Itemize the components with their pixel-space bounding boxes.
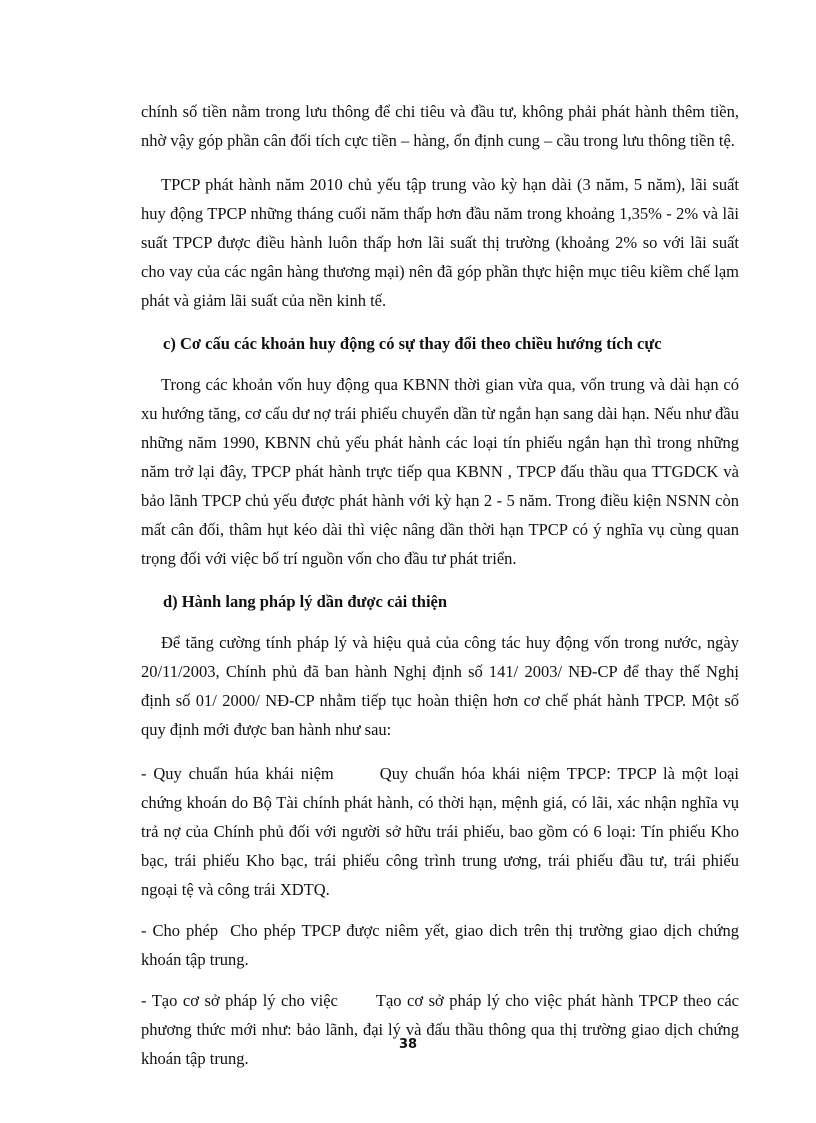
list-item-text: Tạo cơ sở pháp lý cho việc phát hành TPCP theo các phương thức mới như: bảo lãnh, đại lý và đấu thầu thông qua thị trường giao dịch chứng khoán tập trung. [141, 991, 739, 1068]
document-body [141, 97, 739, 1085]
paragraph-continuation: chính số tiền nằm trong lưu thông để chi tiêu và đầu tư, không phải phát hành thêm tiền, nhờ vậy góp phần cân đối tích cực tiền – hàng, ổn định cung – cầu trong lưu thông tiền tệ. [141, 102, 739, 150]
page-number: 38 [398, 1037, 418, 1052]
list-item-label: - Quy chuẩn húa khái niệm [141, 764, 334, 783]
list-item-text: Cho phép TPCP được niêm yết, giao dich trên thị trường giao dịch chứng khoán tập trung. [141, 921, 739, 969]
paragraph-tpcp-2010: TPCP phát hành năm 2010 chủ yếu tập trung vào kỳ hạn dài (3 năm, 5 năm), lãi suất huy động TPCP những tháng cuối năm thấp hơn đầu năm trong khoảng 1,35% - 2% và lãi suất TPCP được điều hành luôn thấp hơn lãi suất thị trường (khoảng 2% so với lãi suất cho vay của các ngân hàng thương mại) nên đã góp phần thực hiện mục tiêu kiềm chế lạm phát và giảm lãi suất của nền kinh tế. [141, 175, 739, 310]
list-item-concept [141, 759, 739, 904]
section-heading-d: d) Hành lang pháp lý dần được cải thiện [163, 592, 448, 611]
list-item-label: - Tạo cơ sở pháp lý cho việc [141, 991, 338, 1010]
list-item-text: Quy chuẩn hóa khái niệm TPCP: TPCP là một loại chứng khoán do Bộ Tài chính phát hành, có thời hạn, mệnh giá, có lãi, xác nhận nghĩa vụ trả nợ của Chính phủ đối với người sở hữu trái phiếu, bao gồm có 6 loại: Tín phiếu Kho bạc, trái phiếu Kho bạc, trái phiếu công trình trung ương, trái phiếu đầu tư, trái phiếu ngoại tệ và công trái XDTQ. [141, 764, 740, 899]
list-item-legal-basis [141, 986, 739, 1073]
paragraph-structure: Trong các khoản vốn huy động qua KBNN thời gian vừa qua, vốn trung và dài hạn có xu hướng tăng, cơ cấu dư nợ trái phiếu chuyển dần từ ngắn hạn sang dài hạn. Nếu như đầu những năm 1990, KBNN chủ yếu phát hành các loại tín phiếu ngắn hạn thì trong những năm trở lại đây, TPCP phát hành trực tiếp qua KBNN , TPCP đấu thầu qua TTGDCK và bảo lãnh TPCP chủ yếu được phát hành với kỳ hạn 2 - 5 năm. Trong điều kiện NSNN còn mất cân đối, thâm hụt kéo dài thì việc nâng dần thời hạn TPCP có ý nghĩa vụ cùng quan trọng đối với việc bố trí nguồn vốn cho đầu tư phát triển. [141, 375, 739, 568]
list-item-label: - Cho phép [141, 921, 219, 940]
section-heading-c: c) Cơ cấu các khoản huy động có sự thay đổi theo chiều hướng tích cực [163, 334, 662, 353]
paragraph-legal: Để tăng cường tính pháp lý và hiệu quả của công tác huy động vốn trong nước, ngày 20/11/2003, Chính phủ đã ban hành Nghị định số 141/ 2003/ NĐ-CP để thay thế Nghị định số 01/ 2000/ NĐ-CP nhằm tiếp tục hoàn thiện hơn cơ chế phát hành TPCP. Một số quy định mới được ban hành như sau: [141, 633, 739, 739]
list-item-listing [141, 916, 739, 974]
